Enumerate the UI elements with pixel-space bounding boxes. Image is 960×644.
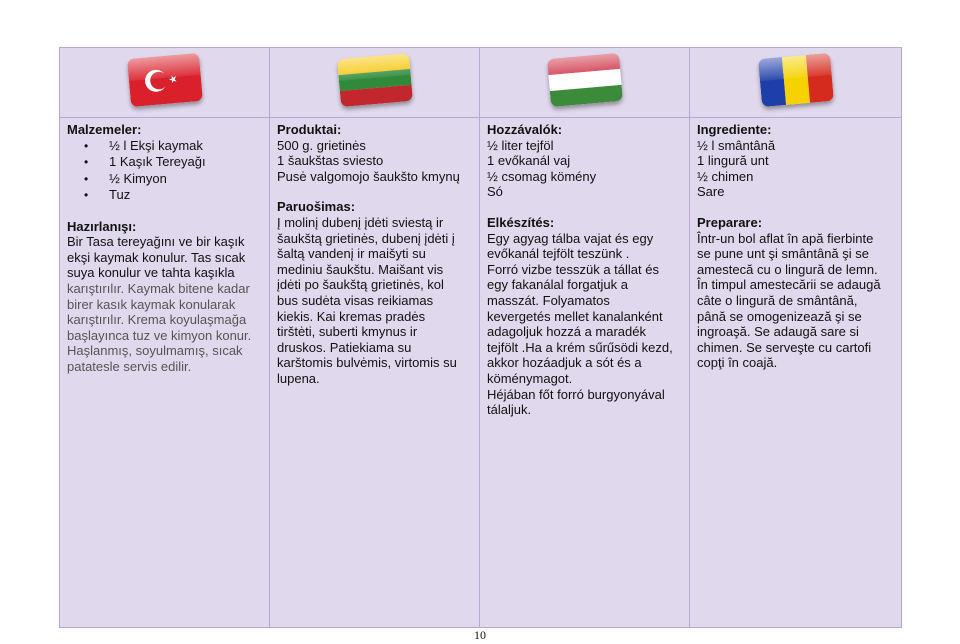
method-line: adagoljuk hozzá a maradék: [487, 324, 646, 340]
turkey-flag-icon: [127, 53, 203, 107]
ingredients-title: Hozzávalók:: [487, 122, 563, 137]
recipe-cell-turkish: [60, 118, 270, 628]
method-line: Haşlanmış, soyulmamış, sıcak: [67, 343, 243, 359]
flag-cell-lithuania: [270, 48, 480, 118]
recipe-cell-lithuanian: [270, 118, 480, 628]
method-title: Preparare:: [697, 214, 763, 230]
method-line: karıştırılır. Krema koyulaşmağa: [67, 312, 247, 328]
method-line: copţi în coajă.: [697, 355, 778, 371]
method-line: Într-un bol aflat în apă fierbinte: [697, 230, 874, 246]
method-line: birer kasık kaymak konularak: [67, 296, 236, 312]
method-title: Elkészítés:: [487, 214, 555, 230]
method-line: tejfölt .Ha a krém sűrűsödi kezd,: [487, 339, 673, 355]
ingredient-item: • ½ Kimyon: [67, 171, 262, 188]
ingredient-item: 1 evőkanál vaj: [487, 153, 571, 169]
flag-cell-hungary: [480, 48, 690, 118]
method-title: Hazırlanışı:: [67, 218, 137, 234]
method-line: evőkanál tejfölt teszünk .: [487, 246, 630, 262]
method-line: se pune unt şi smântână şi se: [697, 246, 869, 262]
ingredients-title: Produktai:: [277, 122, 342, 137]
ingredients-title: Ingrediente:: [697, 122, 772, 137]
method-line: câte o lingură de smântână,: [697, 292, 858, 308]
method-line: köménymagot.: [487, 370, 573, 386]
method-line: masszát. Folyamatos: [487, 292, 610, 308]
method-line: başlayınca tuz ve kimyon konur.: [67, 327, 252, 343]
method-line: lupena.: [277, 370, 320, 386]
ingredient-item: 1 lingură unt: [697, 153, 769, 169]
recipe-cell-romanian: [690, 118, 902, 628]
method-line: amestecă cu o lingură de lemn.: [697, 261, 878, 277]
method-line: bus sudėta visas reikiamas: [277, 292, 434, 308]
ingredient-item: • ½ l Ekşi kaymak: [67, 138, 262, 155]
page-number: 10: [474, 628, 486, 642]
ingredient-item: 1 šaukštas sviesto: [277, 153, 384, 169]
ingredient-item: Pusė valgomojo šaukšto kmynų: [277, 168, 460, 184]
hungary-flag-icon: [547, 53, 623, 107]
method-line: până se omogenizează şi se: [697, 308, 862, 324]
method-line: egy fakanálal forgatjuk a: [487, 277, 628, 293]
method-line: kiekis. Kai kremas pradės: [277, 308, 426, 324]
recipe-table: [59, 47, 902, 628]
method-line: În timpul amestecării se adaugă: [697, 277, 881, 293]
method-line: karıştırılır. Kaymak bitene kadar: [67, 280, 250, 296]
ingredients-list: [67, 138, 262, 204]
content-row: [60, 118, 902, 628]
method-line: patatesle servis edilir.: [67, 358, 192, 374]
method-line: Į molinį dubenį įdėti sviestą ir: [277, 214, 444, 230]
ingredient-item: 500 g. grietinės: [277, 137, 366, 153]
method-line: Forró vizbe tesszük a tállat és: [487, 261, 659, 277]
lithuania-flag-icon: [337, 53, 413, 107]
method-line: karštomis bulvėmis, virtomis su: [277, 355, 457, 371]
romania-flag-icon: [758, 53, 834, 107]
flag-row: [60, 48, 902, 118]
ingredient-item: Só: [487, 184, 503, 200]
method-line: mediniu šaukštu. Maišant vis: [277, 261, 444, 277]
method-line: tálaljuk.: [487, 402, 532, 418]
method-line: druskos. Patiekiama su: [277, 339, 412, 355]
ingredients-title: Malzemeler:: [67, 122, 142, 137]
method-line: tirštėti, suberti kmynus ir: [277, 324, 418, 340]
ingredient-item: • 1 Kaşık Tereyağı: [67, 154, 262, 171]
ingredient-item: ½ csomag kömény: [487, 168, 597, 184]
method-line: šaukštą grietinės, dubenį įdėti į: [277, 230, 455, 246]
ingredient-item: • Tuz: [67, 187, 262, 204]
method-line: Egy agyag tálba vajat és egy: [487, 230, 654, 246]
method-title: Paruošimas:: [277, 199, 356, 215]
ingredient-item: ½ liter tejföl: [487, 137, 554, 153]
flag-cell-turkey: [60, 48, 270, 118]
method-line: suya konulur ve tahta kaşıkla: [67, 265, 235, 281]
method-line: akkor hozáadjuk a sót és a: [487, 355, 642, 371]
method-line: ekşi kaymak konulur. Tas sıcak: [67, 249, 246, 265]
method-line: Héjában főt forró burgyonyával: [487, 386, 665, 402]
method-line: chimen. Se serveşte cu cartofi: [697, 339, 872, 355]
method-line: ingroaşă. Se adaugă sare si: [697, 324, 859, 340]
ingredient-item: ½ chimen: [697, 168, 754, 184]
method-line: kevergetés mellet kanalanként: [487, 308, 663, 324]
recipe-cell-hungarian: [480, 118, 690, 628]
method-line: šaltą vandenį ir maišyti su: [277, 246, 426, 262]
method-line: Bir Tasa tereyağını ve bir kaşık: [67, 234, 245, 250]
ingredient-item: ½ l smântână: [697, 137, 776, 153]
method-line: įdėti po šaukštą grietinės, kol: [277, 277, 444, 293]
flag-cell-romania: [690, 48, 902, 118]
ingredient-item: Sare: [697, 184, 725, 200]
